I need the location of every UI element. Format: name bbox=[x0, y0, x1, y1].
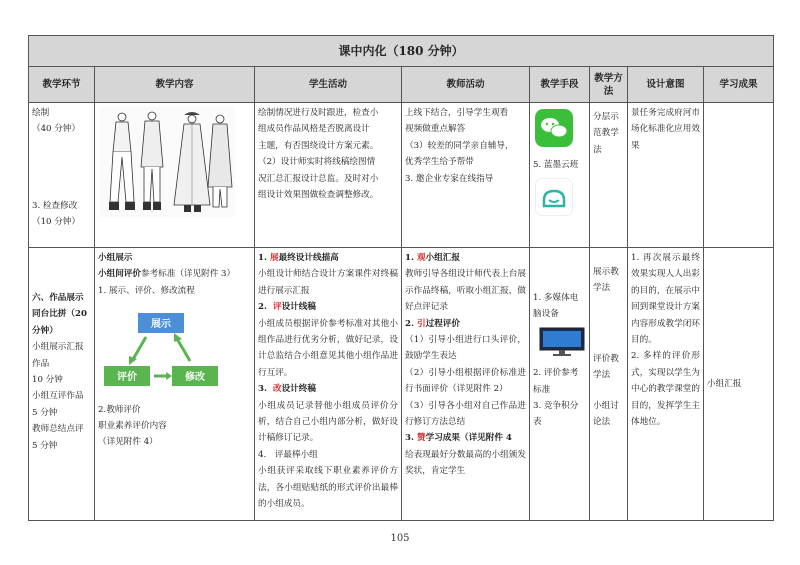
teacher-text: 视频做重点解答 bbox=[405, 124, 466, 135]
teacher-text: 优秀学生给予帮带 bbox=[405, 157, 474, 168]
student-text: 小组成员根据评价参考标准对其他小组作品进行优劣分析，做好记录，设计总监结合小组意见其他小组作品进行互评。 bbox=[258, 318, 398, 378]
teacher-activity-cell bbox=[402, 248, 530, 521]
student-text: 组成员作品风格是否脱离设计 bbox=[258, 124, 370, 135]
teacher-text: 3. 邀企业专家在线指导 bbox=[405, 173, 494, 184]
teacher-text: （3）较差的同学亲自辅导， bbox=[405, 140, 514, 151]
col-header-student: 学生活动 bbox=[255, 67, 402, 103]
teacher-text: 教师引导各组设计师代表上台展示作品终稿，听取小组汇报，做好点评记录 bbox=[405, 269, 526, 313]
student-activity-cell bbox=[255, 248, 402, 521]
col-header-design: 设计意图 bbox=[628, 67, 704, 103]
method-text: 展示教学法 bbox=[593, 267, 619, 294]
result-cell bbox=[704, 103, 774, 248]
student-text: 主题，有否围绕设计方案元素。 bbox=[258, 140, 379, 151]
teacher-step-heading bbox=[405, 250, 526, 266]
stage-text: （40 分钟） bbox=[32, 124, 81, 135]
method-text: 评价教学法 bbox=[593, 353, 619, 381]
diagram-node-revise: 修改 bbox=[185, 372, 205, 384]
means-cell bbox=[530, 103, 590, 248]
col-header-stage: 教学环节 bbox=[29, 67, 95, 103]
method-cell bbox=[590, 248, 628, 521]
step-title: 最终设计线描高 bbox=[278, 253, 339, 263]
stage-cell bbox=[29, 248, 95, 521]
teacher-step-heading bbox=[405, 316, 526, 332]
col-header-means: 教学手段 bbox=[530, 67, 590, 103]
result-text: 小组汇报 bbox=[707, 378, 742, 389]
header-row bbox=[29, 67, 774, 103]
teacher-step-heading bbox=[405, 430, 526, 446]
lesson-table bbox=[28, 35, 774, 521]
page-number: 105 bbox=[390, 533, 410, 544]
show-evaluate-revise-diagram bbox=[102, 311, 220, 389]
step-number: 3. bbox=[258, 384, 267, 395]
content-cell bbox=[95, 248, 255, 521]
content-text: 职业素养评价内容 bbox=[98, 421, 167, 432]
step-number: 2. bbox=[405, 318, 414, 329]
student-text: 况汇总汇报设计总监。及时对小 bbox=[258, 173, 379, 184]
fashion-sketch-illustration bbox=[100, 107, 235, 217]
stage-text: 10 分钟 bbox=[32, 375, 63, 386]
col-header-content: 教学内容 bbox=[95, 67, 255, 103]
content-subheading: 小组间评价 bbox=[98, 269, 141, 280]
step-title: 设计终稿 bbox=[281, 384, 316, 395]
teacher-text: 上线下结合，引导学生观看 bbox=[405, 108, 509, 118]
student-text: 小组设计师结合设计方案课件对终稿进行展示汇报 bbox=[258, 269, 398, 296]
step-title: 过程评价 bbox=[425, 318, 460, 329]
teacher-text: 给表现最好分数最高的小组颁发奖状，肯定学生 bbox=[405, 449, 526, 477]
content-heading: 小组展示 bbox=[98, 253, 133, 263]
stage-text: 3. 检查修改 bbox=[32, 200, 78, 211]
student-text: 绘制情况进行及时跟进，检查小 bbox=[258, 108, 379, 118]
content-text: （详见附件 4） bbox=[98, 437, 158, 448]
content-text: 参考标准（详见附件 3） bbox=[140, 269, 236, 280]
stage-cell bbox=[29, 103, 95, 248]
student-text: 小组获评采取线下职业素养评价方法，各小组贴贴纸的形式评价出最棒的小组成员。 bbox=[258, 466, 398, 510]
student-step-heading bbox=[258, 299, 398, 315]
col-header-method: 教学方法 bbox=[590, 67, 628, 103]
blue-ink-cloud-icon bbox=[535, 178, 573, 216]
teacher-text: （1）引导小组进行口头评价，鼓励学生表达 bbox=[405, 335, 526, 362]
stage-text: 绘制 bbox=[32, 108, 50, 118]
step-keyword: 改 bbox=[272, 384, 282, 395]
step-keyword: 引 bbox=[416, 318, 426, 329]
means-text: 2. 评价参考标准 bbox=[533, 368, 579, 395]
table-row bbox=[29, 248, 774, 521]
table-title: 课中内化（180 分钟） bbox=[29, 36, 774, 67]
means-text: 1. 多媒体电脑设备 bbox=[533, 293, 579, 320]
means-text: 3. 竞争积分表 bbox=[533, 401, 579, 428]
content-cell bbox=[95, 103, 255, 248]
step-keyword: 评 bbox=[272, 302, 282, 313]
stage-text: 教师总结点评 5 分钟 bbox=[32, 424, 84, 451]
means-text: 5. 蓝墨云班 bbox=[533, 160, 579, 171]
step-keyword: 赞 bbox=[416, 433, 426, 444]
student-step-heading bbox=[258, 381, 398, 397]
content-text: 1. 展示、评价、修改流程 bbox=[98, 285, 195, 296]
step-title: 学习成果（详见附件 4 bbox=[425, 433, 512, 444]
design-cell bbox=[628, 248, 704, 521]
stage-text: 小组展示汇报作品 bbox=[32, 342, 84, 369]
step-number: 2. bbox=[258, 302, 267, 313]
step-keyword: 展 bbox=[269, 253, 279, 263]
diagram-node-evaluate: 评价 bbox=[117, 372, 137, 384]
stage-title: 六、作品展示同台比拼（20 分钟） bbox=[32, 293, 87, 336]
design-text: 景任务完成府河市场化标准化应用效果 bbox=[631, 108, 700, 151]
stage-text: （10 分钟） bbox=[32, 217, 81, 228]
step-number: 1. bbox=[405, 253, 414, 263]
student-step-heading bbox=[258, 250, 398, 266]
step-keyword: 观 bbox=[416, 253, 426, 263]
result-cell bbox=[704, 248, 774, 521]
wechat-icon bbox=[535, 109, 573, 147]
step-number: 3. bbox=[405, 433, 414, 444]
design-cell bbox=[628, 103, 704, 248]
design-text: 1. 再次展示最终效果实现人人出彩的目的，在展示中回到课堂设计方案内容形成教学闭环目的。 bbox=[631, 253, 700, 346]
col-header-result: 学习成果 bbox=[704, 67, 774, 103]
stage-text: 小组互评作品 5 分钟 bbox=[32, 391, 84, 418]
document-page bbox=[28, 35, 773, 521]
monitor-icon bbox=[539, 327, 585, 357]
teacher-activity-cell bbox=[402, 103, 530, 248]
content-text: 2.教师评价 bbox=[98, 404, 141, 415]
student-text: 小组成员记录替他小组成员评价分析，结合自己小组内部分析，做好设计稿修订记录。 bbox=[258, 400, 398, 444]
method-cell bbox=[590, 103, 628, 248]
diagram-node-show: 展示 bbox=[151, 319, 171, 331]
table-row bbox=[29, 103, 774, 248]
step-title: 小组汇报 bbox=[425, 253, 460, 263]
student-text: 组设计效果图做检查调整修改。 bbox=[258, 190, 379, 201]
method-text: 小组讨论法 bbox=[593, 400, 619, 428]
student-text: （2）设计师实时将线稿绘图情 bbox=[258, 157, 376, 168]
means-cell bbox=[530, 248, 590, 521]
design-text: 2. 多样的评价形式，实现以学生为中心的教学课堂的目的，发挥学生主体地位。 bbox=[631, 351, 700, 428]
teacher-text: （2）引导小组根据评价标准进行书面评价（详见附件 2） bbox=[405, 367, 526, 395]
step-title: 设计线稿 bbox=[281, 302, 316, 313]
student-step-heading: 4. 评最棒小组 bbox=[258, 449, 318, 460]
method-text: 分层示范教学法 bbox=[593, 112, 619, 155]
step-number: 1. bbox=[258, 253, 267, 263]
teacher-text: （3）引导各小组对自己作品进行修订方法总结 bbox=[405, 400, 526, 428]
student-activity-cell bbox=[255, 103, 402, 248]
col-header-teacher: 教师活动 bbox=[402, 67, 530, 103]
